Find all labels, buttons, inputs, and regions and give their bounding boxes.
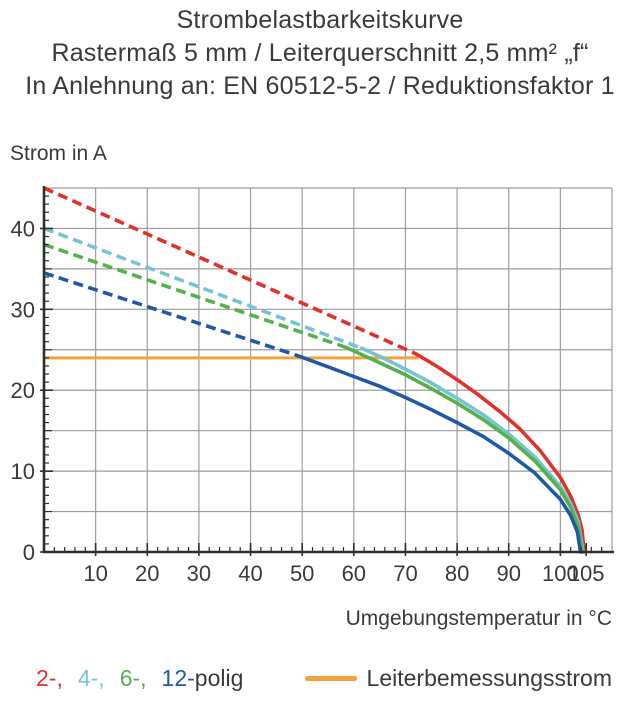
chart-subtitle-2: In Anlehnung an: EN 60512-5-2 / Reduktionsfaktor 1 (25, 72, 615, 100)
y-axis-title: Strom in A (10, 142, 107, 165)
x-tick-label: 90 (496, 561, 521, 586)
x-tick-label: 10 (83, 561, 108, 586)
tick-label-layer (11, 216, 605, 586)
series-2-polig-dashed (44, 188, 416, 354)
chart-subtitle: Rastermaß 5 mm / Leiterquerschnitt 2,5 mm² „f“ (51, 39, 589, 67)
x-tick-label: 80 (444, 561, 470, 586)
legend-item-6-polig: 6-, (119, 665, 147, 691)
y-tick-label: 10 (10, 459, 35, 485)
legend-poles (36, 665, 243, 692)
x-tick-label: 40 (238, 561, 263, 586)
x-tick-label: 70 (393, 561, 418, 586)
legend-item-4-polig: 4-, (77, 665, 105, 691)
chart-title: Strombelastbarkeitskurve (176, 6, 464, 34)
legend-item-12-polig: 12- (161, 665, 195, 691)
series-6-polig-solid (346, 347, 582, 552)
series-12-polig-solid (297, 355, 581, 552)
rated-current-label: Leiterbemessungsstrom (366, 665, 612, 691)
chart-plot-area (0, 185, 640, 605)
series-6-polig-dashed (44, 245, 346, 348)
x-tick-label: 60 (341, 561, 367, 586)
x-axis-title: Umgebungstemperatur in °C (345, 607, 612, 630)
legend-rated-current (305, 665, 612, 692)
y-tick-label: 20 (10, 378, 35, 404)
y-tick-label: 40 (10, 216, 35, 242)
rated-current-line-swatch (305, 676, 357, 681)
grid-layer (44, 188, 612, 552)
legend-item-2-polig: 2-, (36, 665, 63, 691)
series-layer (44, 188, 584, 552)
series-4-polig-solid (362, 348, 583, 552)
y-tick-label: 30 (10, 297, 35, 323)
axis-layer (40, 186, 614, 556)
x-tick-label: 20 (135, 561, 160, 586)
legend-poles-suffix: polig (194, 665, 244, 691)
x-tick-label: 50 (289, 561, 315, 586)
series-2-polig-solid (416, 354, 584, 552)
x-tick-label: 100 (542, 561, 579, 586)
x-tick-label: 30 (186, 561, 212, 586)
y-tick-label: 0 (22, 540, 35, 565)
x-tick-label: 105 (567, 561, 605, 586)
